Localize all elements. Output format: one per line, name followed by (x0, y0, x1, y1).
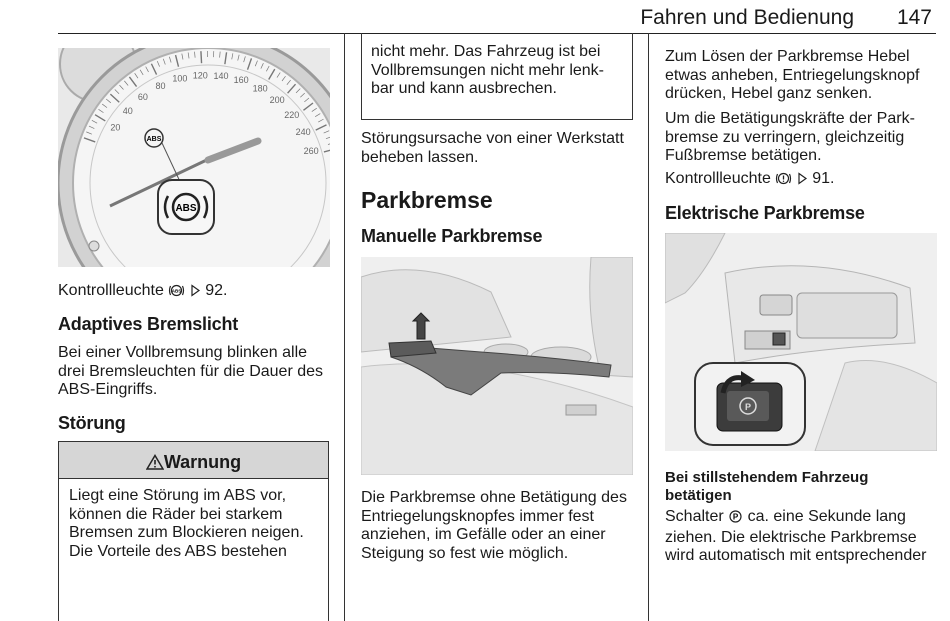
box-continuation-text: nicht mehr. Das Fahrzeug ist bei Vollbremsungen nicht mehr lenk-bar und kann ausbrechen. (371, 43, 605, 97)
parkbremse-heading: Parkbremse (361, 187, 493, 213)
electric-parkbrake-figure (665, 233, 937, 451)
schalter-text-a: Schalter (665, 508, 724, 525)
warning-label: Warnung (163, 452, 242, 472)
brake-kontrollleuchte-line (665, 170, 834, 191)
schalter-paragraph (665, 508, 945, 566)
speedo-tick-label: 40 (122, 105, 133, 116)
stillstand-heading: Bei stillstehendem Fahrzeug betätigen (665, 469, 869, 504)
elektrische-heading: Elektrische Parkbremse (665, 203, 865, 223)
stoerung-heading: Störung (58, 413, 126, 433)
loesen-text: Zum Lösen der Parkbremse Hebel etwas anheben, Entriegelungsknopf drücken, Hebel ganz senken. (665, 48, 920, 102)
column-2 (344, 33, 634, 621)
manual-parkbrake-figure (361, 257, 633, 475)
speedo-tick-label: 60 (137, 91, 148, 102)
kontroll-ref[interactable]: 92. (205, 282, 228, 299)
svg-text:ABS: ABS (146, 136, 162, 143)
abs-warning-icon (168, 284, 185, 303)
kontroll-text: Kontrollleuchte (665, 170, 771, 187)
abs-indicator-large (158, 180, 214, 234)
kontroll-text: Kontrollleuchte (58, 282, 164, 299)
svg-text:P: P (744, 402, 752, 412)
page-header (58, 0, 936, 34)
column-3 (648, 33, 938, 621)
warning-text: Liegt eine Störung im ABS vor, können die Räder bei starkem Bremsen zum Blockieren neigen. Die Vorteile des ABS bestehen (69, 487, 304, 560)
speedo-tick-label: 160 (233, 75, 249, 86)
warning-box (58, 441, 329, 621)
speedo-tick-label: 80 (155, 80, 166, 91)
manuelle-heading: Manuelle Parkbremse (361, 226, 543, 246)
warning-box-continuation (361, 33, 633, 120)
speedometer-illustration (58, 48, 330, 267)
electric-parkbrake-illustration (665, 233, 937, 451)
svg-text:P: P (732, 512, 739, 522)
kraefte-text: Um die Betätigungskräfte der Park-bremse zu verringern, gleichzeitig Fußbremse betätigen. (665, 110, 915, 164)
speedo-tick-label: 120 (192, 70, 208, 81)
speedo-tick-label: 200 (269, 95, 285, 106)
speedo-tick-label: 180 (252, 83, 268, 94)
speedo-tick-label: 20 (110, 122, 121, 133)
adaptive-text: Bei einer Vollbremsung blinken alle drei Bremsleuchten für die Dauer des ABS-Eingriffs. (58, 344, 324, 398)
speedo-tick-label: 240 (295, 126, 311, 137)
speedometer-figure (58, 48, 330, 267)
page-ref-arrow-icon (797, 172, 808, 191)
brake-warning-icon (775, 172, 792, 191)
column-1 (58, 33, 330, 621)
handbrake-illustration (361, 257, 633, 475)
abs-indicator-small (145, 129, 163, 147)
header-title: Fahren und Bedienung (640, 6, 854, 29)
warning-body-frame (58, 479, 329, 621)
schalter-text-b: ca. eine Sekunde lang ziehen. Die elektrische Parkbremse wird automatisch mit entsprechender (665, 508, 927, 564)
parking-brake-switch-icon (728, 510, 743, 529)
speedo-tick-label: 260 (303, 146, 319, 157)
workshop-text: Störungsursache von einer Werkstatt beheben lassen. (361, 130, 624, 166)
kontroll-ref[interactable]: 91. (812, 170, 835, 187)
page-number: 147 (896, 6, 932, 29)
speedo-tick-label: 100 (172, 73, 188, 84)
warning-triangle-icon (146, 444, 164, 484)
abs-kontrollleuchte-line (58, 282, 227, 303)
parkbremse-text: Die Parkbremse ohne Betätigung des Entriegelungsknopfes immer fest anziehen, im Gefälle oder an einer Steigung so fest wie möglich. (361, 489, 627, 562)
speedo-tick-label: 140 (213, 70, 229, 81)
page-ref-arrow-icon (190, 284, 201, 303)
svg-text:ABS: ABS (175, 203, 197, 214)
adaptive-heading: Adaptives Bremslicht (58, 314, 239, 334)
speedo-tick (201, 51, 202, 63)
speedo-tick-label: 220 (284, 109, 300, 120)
svg-text:ABS: ABS (172, 288, 182, 294)
warning-header (58, 441, 329, 479)
